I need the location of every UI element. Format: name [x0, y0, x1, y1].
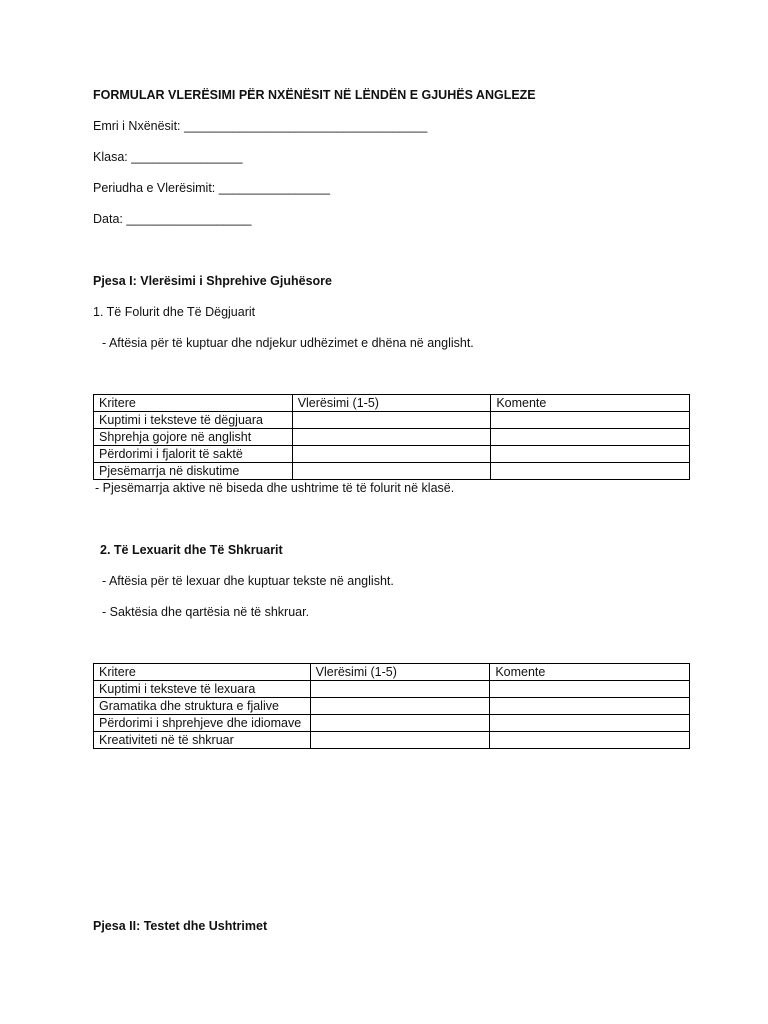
table-row [94, 732, 690, 749]
table-row [94, 681, 690, 698]
field-evaluation-period[interactable]: Periudha e Vlerësimit: ________________ [93, 181, 330, 195]
comment-cell[interactable] [490, 732, 690, 749]
comment-cell[interactable] [490, 681, 690, 698]
table-row [94, 463, 690, 480]
table-row [94, 412, 690, 429]
header-criteria: Kritere [94, 664, 311, 681]
section2-bullet-1: - Aftësia për të lexuar dhe kuptuar tekste në anglisht. [102, 574, 394, 588]
score-cell[interactable] [310, 715, 490, 732]
comment-cell[interactable] [491, 429, 690, 446]
criterion-label: Kuptimi i teksteve të lexuara [94, 681, 311, 698]
score-cell[interactable] [310, 681, 490, 698]
criterion-label: Kuptimi i teksteve të dëgjuara [94, 412, 293, 429]
field-date[interactable]: Data: __________________ [93, 212, 252, 226]
section2-bullet-2: - Saktësia dhe qartësia në të shkruar. [102, 605, 310, 619]
comment-cell[interactable] [490, 715, 690, 732]
section1-heading: 1. Të Folurit dhe Të Dëgjuarit [93, 305, 256, 319]
table-row [94, 698, 690, 715]
document-title: FORMULAR VLERËSIMI PËR NXËNËSIT NË LËNDËN E GJUHËS ANGLEZE [93, 88, 536, 102]
header-criteria: Kritere [94, 395, 293, 412]
header-comments: Komente [490, 664, 690, 681]
field-class[interactable]: Klasa: ________________ [93, 150, 243, 164]
table-row [94, 715, 690, 732]
header-score: Vlerësimi (1-5) [310, 664, 490, 681]
section1-note: - Pjesëmarrja aktive në biseda dhe ushtrime të të folurit në klasë. [95, 481, 455, 495]
comment-cell[interactable] [491, 463, 690, 480]
table-row [94, 429, 690, 446]
criteria-table-reading-writing [93, 663, 690, 749]
criterion-label: Përdorimi i fjalorit të saktë [94, 446, 293, 463]
part2-heading: Pjesa II: Testet dhe Ushtrimet [93, 919, 268, 933]
comment-cell[interactable] [491, 446, 690, 463]
table-header-row [94, 664, 690, 681]
criterion-label: Përdorimi i shprehjeve dhe idiomave [94, 715, 311, 732]
field-student-name[interactable]: Emri i Nxënësit: ___________________________________ [93, 119, 428, 133]
score-cell[interactable] [310, 698, 490, 715]
section2-heading: 2. Të Lexuarit dhe Të Shkruarit [100, 543, 283, 557]
part1-heading: Pjesa I: Vlerësimi i Shprehive Gjuhësore [93, 274, 332, 288]
criterion-label: Pjesëmarrja në diskutime [94, 463, 293, 480]
criterion-label: Kreativiteti në të shkruar [94, 732, 311, 749]
score-cell[interactable] [292, 463, 491, 480]
header-comments: Komente [491, 395, 690, 412]
score-cell[interactable] [292, 412, 491, 429]
score-cell[interactable] [310, 732, 490, 749]
table-header-row [94, 395, 690, 412]
header-score: Vlerësimi (1-5) [292, 395, 491, 412]
section1-bullet: - Aftësia për të kuptuar dhe ndjekur udhëzimet e dhëna në anglisht. [102, 336, 474, 350]
criterion-label: Gramatika dhe struktura e fjalive [94, 698, 311, 715]
criteria-table-speaking-listening [93, 394, 690, 480]
criterion-label: Shprehja gojore në anglisht [94, 429, 293, 446]
score-cell[interactable] [292, 446, 491, 463]
table-row [94, 446, 690, 463]
comment-cell[interactable] [490, 698, 690, 715]
score-cell[interactable] [292, 429, 491, 446]
comment-cell[interactable] [491, 412, 690, 429]
